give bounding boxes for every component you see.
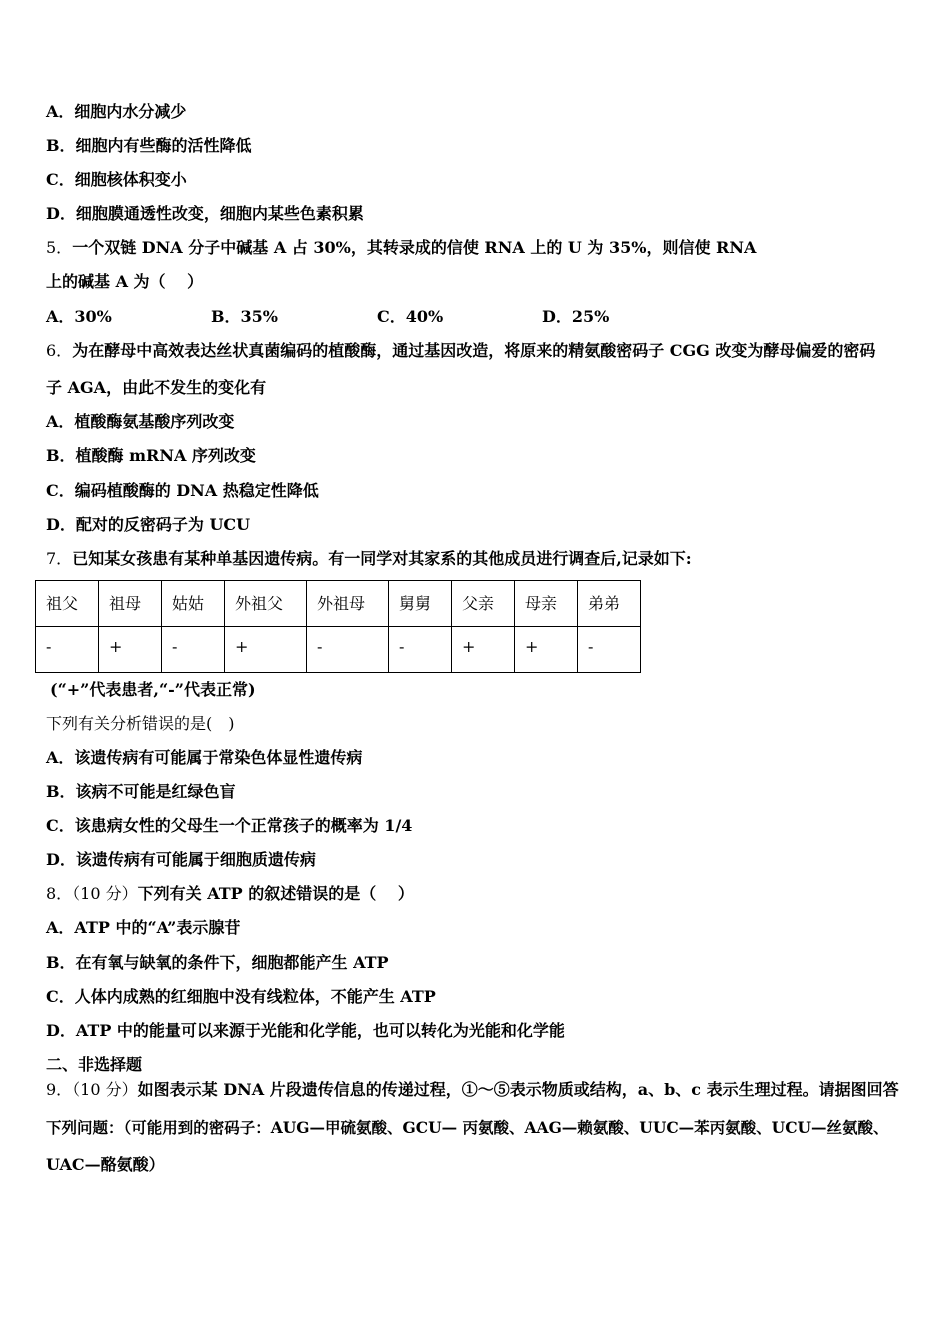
- value-cell: -: [162, 627, 225, 673]
- q6-number: 6．: [46, 341, 73, 360]
- q5-option-d: D．25%: [542, 307, 610, 326]
- q8-option-d: D．ATP 中的能量可以来源于光能和化学能，也可以转化为光能和化学能: [46, 1021, 565, 1040]
- value-cell: -: [307, 627, 389, 673]
- value-cell: +: [452, 627, 515, 673]
- q7-stem-text: 已知某女孩患有某种单基因遗传病。有一同学对其家系的其他成员进行调查后,记录如下:: [72, 549, 692, 568]
- q6-option-c: C．编码植酸酶的 DNA 热稳定性降低: [46, 481, 319, 500]
- q5-option-b: B．35%: [211, 307, 278, 326]
- header-cell-maternal-grandfather: 外祖父: [225, 581, 307, 627]
- q5-number: 5．: [46, 238, 73, 257]
- header-cell-maternal-grandmother: 外祖母: [307, 581, 389, 627]
- q8-stem: [46, 884, 414, 904]
- q8-option-b: B．在有氧与缺氧的条件下，细胞都能产生 ATP: [46, 953, 389, 972]
- q8-stem-text: 下列有关 ATP 的叙述错误的是（ ）: [137, 884, 414, 903]
- header-cell-mother: 母亲: [515, 581, 578, 627]
- q5-stem-line1: [46, 238, 756, 258]
- header-cell-grandmother: 祖母: [99, 581, 162, 627]
- q7-option-b: B．该病不可能是红绿色盲: [46, 782, 236, 801]
- q5-stem-line2: 上的碱基 A 为（ ）: [46, 272, 204, 291]
- q9-stem-line2: 下列问题：（可能用到的密码子：AUG—甲硫氨酸、GCU— 丙氨酸、AAG—赖氨酸、UUC—苯丙氨酸、UCU—丝氨酸、: [46, 1118, 889, 1137]
- q7-option-a: A．该遗传病有可能属于常染色体显性遗传病: [46, 748, 363, 767]
- q7-option-d: D．该遗传病有可能属于细胞质遗传病: [46, 850, 316, 869]
- header-cell-father: 父亲: [452, 581, 515, 627]
- q4-option-c: C．细胞核体积变小: [46, 170, 187, 189]
- q6-option-a: A．植酸酶氨基酸序列改变: [46, 412, 235, 431]
- section-heading: 二、非选择题: [46, 1055, 143, 1074]
- q6-stem-line2: 子 AGA，由此不发生的变化有: [46, 378, 267, 397]
- q7-option-c: C．该患病女性的父母生一个正常孩子的概率为 1/4: [46, 816, 413, 835]
- q5-option-c: C．40%: [377, 307, 444, 326]
- value-cell: +: [225, 627, 307, 673]
- q6-stem-text: 为在酵母中高效表达丝状真菌编码的植酸酶，通过基因改造，将原来的精氨酸密码子 CGG 改变为酵母偏爱的密码: [72, 341, 876, 360]
- value-cell: +: [515, 627, 578, 673]
- value-cell: +: [99, 627, 162, 673]
- value-cell: -: [389, 627, 452, 673]
- header-cell-uncle: 舅舅: [389, 581, 452, 627]
- q5-stem-text: 一个双链 DNA 分子中碱基 A 占 30%，其转录成的信使 RNA 上的 U 为 35%，则信使 RNA: [72, 238, 757, 257]
- table-header-row: [36, 581, 641, 627]
- q5-option-a: A．30%: [46, 307, 112, 326]
- q8-option-c: C．人体内成熟的红细胞中没有线粒体，不能产生 ATP: [46, 987, 436, 1006]
- q6-option-d: D．配对的反密码子为 UCU: [46, 515, 251, 534]
- q9-number: 9．（10 分）: [46, 1080, 138, 1099]
- table-row: [36, 627, 641, 673]
- value-cell: -: [578, 627, 641, 673]
- q7-stem: [46, 549, 692, 569]
- q9-stem-line1: [46, 1080, 899, 1100]
- header-cell-brother: 弟弟: [578, 581, 641, 627]
- family-survey-table: [35, 580, 641, 673]
- q4-option-a: A．细胞内水分减少: [46, 102, 187, 121]
- header-cell-grandfather: 祖父: [36, 581, 99, 627]
- q8-option-a: A．ATP 中的“A”表示腺苷: [46, 918, 241, 937]
- q6-stem-line1: [46, 341, 875, 361]
- q8-number: 8．（10 分）: [46, 884, 138, 903]
- q4-option-d: D．细胞膜通透性改变，细胞内某些色素积累: [46, 204, 364, 223]
- q7-table-note: (“+”代表患者,“-”代表正常): [50, 680, 256, 699]
- header-cell-aunt: 姑姑: [162, 581, 225, 627]
- q9-stem-text: 如图表示某 DNA 片段遗传信息的传递过程，①～⑤表示物质或结构，a、b、c 表示生理过程。请据图回答: [137, 1080, 899, 1099]
- q4-option-b: B．细胞内有些酶的活性降低: [46, 136, 252, 155]
- q6-option-b: B．植酸酶 mRNA 序列改变: [46, 446, 256, 465]
- q9-stem-line3: UAC—酪氨酸）: [46, 1155, 165, 1174]
- q7-question: 下列有关分析错误的是( ): [46, 714, 235, 733]
- value-cell: -: [36, 627, 99, 673]
- q7-number: 7．: [46, 549, 73, 568]
